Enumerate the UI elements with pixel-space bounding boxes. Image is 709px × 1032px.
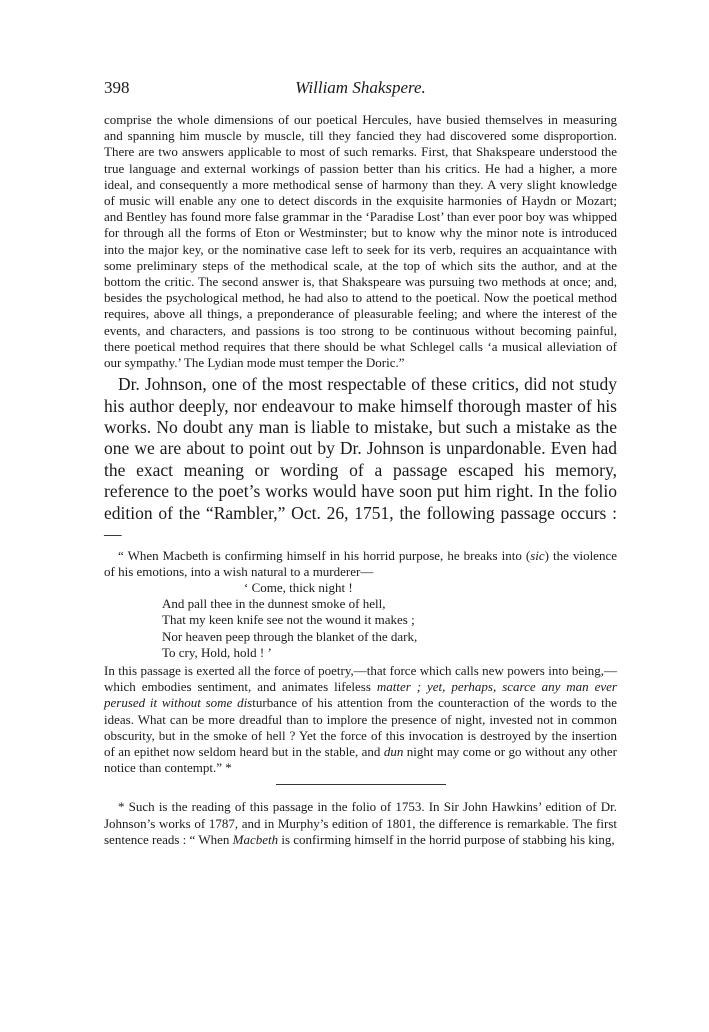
verse-line: To cry, Hold, hold ! ’ [162, 644, 272, 660]
citation-intro-sic: sic [530, 547, 545, 563]
quoted-passage-text: comprise the whole dimensions of our poetical Hercules, have busied themselves in measuring and spanning him muscle by muscle, till they fancied they had discovered some disproportion. There are two answers applicable to most of such remarks. First, that Shakspeare understood the true language and external workings of passion better than his critics. He had a higher, a more ideal, and consequently a more methodical sense of harmony than they. A very slight knowledge of music will enable any one to detect discords in the exquisite harmonies of Haydn or Mozart; and Bentley has found more false grammar in the ‘Paradise Lost’ than ever poor boy was whipped for through all the forms of Eton or Westminster; but to know why the minor note is introduced into the major key, or the nominative case left to seek for its verb, requires an acquaintance with some preliminary steps of the methodical scale, at the top of which sits the author, and at the bottom the critic. The second answer is, that Shakspeare was pursuing two methods at once; and, besides the psychological method, he had also to attend to the poetical. Now the poetical method requires, above all things, a preponderance of pleasurable feeling; and where the interest of the events, and characters, and passions is too strong to be continuous without becoming painful, there poetical method requires that there should be what Schlegel calls ‘a musical alleviation of our sympathy.’ The Lydian mode must temper the Doric.” [104, 112, 617, 371]
verse-line: Nor heaven peep through the blanket of the dark, [162, 628, 418, 644]
verse-line: ‘ Come, thick night ! [244, 579, 353, 595]
main-paragraph: Dr. Johnson, one of the most respectable of these critics, did not study his author deeply, nor endeavour to make himself thorough master of his works. No doubt any man is liable to mistake, but such a mistake as the one we are about to point out by Dr. Johnson is unpardonable. Even had the exact meaning or wording of a passage escaped his memory, reference to the poet’s works would have soon put him right. In the folio edition of the “Rambler,” Oct. 26, 1751, the following passage occurs :— [104, 374, 617, 545]
footnote-macbeth: Macbeth [232, 831, 279, 847]
page-number: 398 [104, 78, 130, 97]
footnote-part-a: * Such is the reading of this passage in the folio of 1753. In Sir John Hawkins’ edition of Dr. Johnson’s works of 1787, and in Murphy’s edition of 1801, the difference is remarkable. The first sentence reads : “ When [104, 799, 617, 847]
verse-line: That my keen knife see not the wound it makes ; [162, 612, 415, 628]
commentary-italic: matter ; yet, perhaps, scarce any man ever perused it without some dis [104, 679, 617, 711]
commentary-dun: dun [383, 743, 404, 759]
book-page [104, 78, 617, 848]
footnote-part-b: is confirming himself in the horrid purpose of stabbing his king, [278, 831, 615, 847]
citation-intro-after: ) the violence of his emotions, into a wish natural to a murderer— [104, 547, 617, 579]
verse-line: And pall thee in the dunnest smoke of hell, [162, 596, 386, 612]
footnote-divider [276, 784, 446, 785]
citation-intro [104, 548, 617, 580]
citation-intro-before: “ When Macbeth is confirming himself in his horrid purpose, he breaks into ( [118, 547, 531, 563]
citation-commentary [104, 663, 617, 776]
commentary-part-c: night may come or go without any other notice than contempt.” * [104, 743, 618, 776]
running-head: William Shakspere. [295, 78, 426, 97]
commentary-part-b: turbance of his attention from the counteraction of the words to the ideas. What can be more dreadful than to implore the presence of night, invested not in common obscurity, but in the smoke of hell ? Yet the force of this invocation is destroyed by the insertion of an epithet now seldom heard but in the stable, and [104, 695, 618, 759]
verse-quotation [104, 580, 617, 661]
footnote [104, 799, 617, 848]
quoted-passage [104, 112, 617, 371]
page-header [104, 78, 617, 102]
commentary-part-a: In this passage is exerted all the force of poetry,—that force which calls new powers into being,—which embodies sentiment, and animates lifeless [104, 662, 617, 695]
